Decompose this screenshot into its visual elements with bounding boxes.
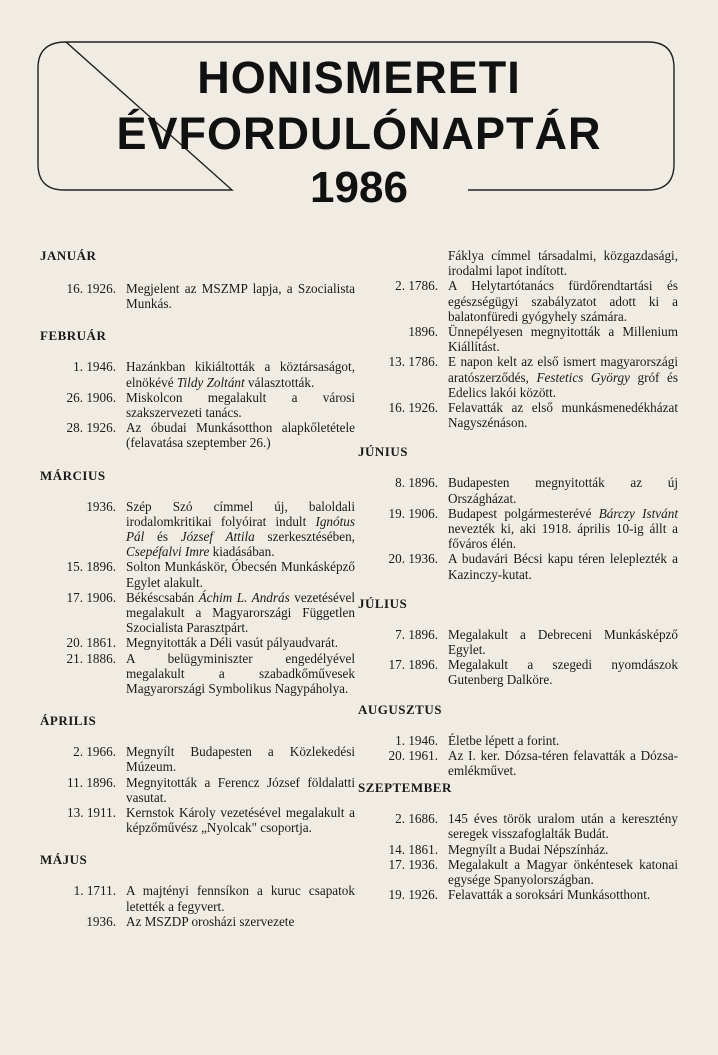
- entry: [358, 748, 678, 778]
- entry-text: A Helytartótanács fürdőrendtartási és egészségügyi szabályzatot adott ki a balatonfüredi gyógyhely számára.: [448, 278, 678, 324]
- entry-text: Budapest polgármesterévé Bárczy Istvánt nevezték ki, aki 1918. április 10-ig állt a főváros élén.: [448, 505, 678, 552]
- entry-text: Ünnepélyesen megnyitották a Millenium Kiállítást.: [448, 324, 678, 355]
- entry: [40, 359, 355, 389]
- entry-date: 13. 1786.: [388, 354, 438, 370]
- month-heading-majus: MÁJUS: [40, 852, 88, 868]
- entry-date: 2. 1966.: [73, 744, 116, 760]
- entry-text: 145 éves török uralom után a keresztény seregek visszafoglalták Budát.: [448, 811, 678, 842]
- entry: [358, 278, 678, 324]
- entry-date: 17. 1896.: [388, 657, 438, 673]
- person-name: Áchim L. András: [198, 589, 290, 605]
- entry-date: 19. 1926.: [388, 887, 438, 903]
- entry-date: 14. 1861.: [388, 841, 438, 857]
- month-heading-augusztus: AUGUSZTUS: [358, 701, 442, 717]
- entry: [40, 559, 355, 589]
- person-name: József Attila: [180, 529, 255, 545]
- entry: [358, 475, 678, 505]
- entry-text: Békéscsabán Áchim L. András vezetésével megalakult a Magyarországi Független Szocialista Parasztpárt.: [126, 589, 355, 636]
- entry-text: Hazánkban kikiáltották a köztársaságot, elnökévé Tildy Zoltánt választották.: [126, 359, 355, 390]
- entry: [358, 842, 678, 857]
- entry-text: Szép Szó címmel új, baloldali irodalomkritikai folyóirat indult Ignótus Pál és József Attila szerkesztésében, Csepéfalvi Imre kiadásában.: [126, 498, 355, 560]
- continued-text: Fáklya címmel társadalmi, közgazdasági, irodalmi lapot indított.: [448, 248, 678, 279]
- entry: [358, 857, 678, 887]
- entry-date: 13. 1911.: [67, 805, 116, 821]
- entry-date: 20. 1861.: [66, 635, 116, 651]
- entry-text: Az MSZDP orosházi szervezete: [126, 913, 295, 929]
- entry-text: Az óbudai Munkásotthon alapkőletétele (felavatása szeptember 26.): [126, 420, 355, 451]
- entry-text: Megnyílt Budapesten a Közlekedési Múzeum.: [126, 744, 355, 775]
- entry-date: 20. 1961.: [388, 747, 438, 763]
- entry: [358, 506, 678, 552]
- person-name: Festetics György: [536, 369, 630, 385]
- entry-date: 17. 1906.: [66, 589, 116, 605]
- entry-text: Megalakult a Magyar önkéntesek katonai egysége Spanyolországban.: [448, 856, 678, 888]
- entry-text: Életbe lépett a forint.: [448, 732, 560, 748]
- entry-date: 26. 1906.: [66, 389, 116, 405]
- entry: [40, 914, 355, 929]
- entry-text: Megjelent az MSZMP lapja, a Szocialista Munkás.: [126, 281, 355, 312]
- entry: [358, 811, 678, 841]
- month-heading-szeptember: SZEPTEMBER: [358, 780, 452, 796]
- entry-date: 28. 1926.: [66, 420, 116, 436]
- month-heading-junius: JÚNIUS: [358, 444, 408, 460]
- entry: [40, 775, 355, 805]
- entry: [358, 657, 678, 687]
- entry: [40, 420, 355, 450]
- person-name: Tildy Zoltánt: [176, 374, 245, 390]
- entry: [40, 281, 355, 311]
- entry: [40, 390, 355, 420]
- entry-date: 1. 1946.: [395, 732, 438, 748]
- entry-text: A belügyminiszter engedélyével megalakult a szabadkőművesek Magyarországi Symbolikus Nagypáholya.: [126, 650, 355, 697]
- entry-text: Felavatták az első munkásmenedékházat Nagyszénáson.: [448, 400, 678, 431]
- entry-date: 17. 1936.: [388, 856, 438, 872]
- month-heading-julius: JÚLIUS: [358, 595, 408, 611]
- entry: [358, 733, 678, 748]
- entry-date: 15. 1896.: [66, 559, 116, 575]
- entry-text: Felavatták a soroksári Munkásotthont.: [448, 887, 651, 903]
- entry-date: 2. 1686.: [395, 811, 438, 827]
- entry-text: Az I. ker. Dózsa-téren felavatták a Dózsa-emlékművet.: [448, 747, 678, 779]
- month-heading-marcius: MÁRCIUS: [40, 467, 106, 483]
- entry-date: 1936.: [86, 498, 116, 514]
- entry: [40, 651, 355, 697]
- entry: [40, 883, 355, 913]
- entry: [40, 590, 355, 636]
- entry-date: 20. 1936.: [388, 551, 438, 567]
- person-name: Ignótus Pál: [126, 513, 355, 545]
- entry-text: Megalakult a Debreceni Munkásképző Egylet.: [448, 626, 678, 658]
- right-column: [358, 248, 678, 903]
- entry-date: 1896.: [408, 324, 438, 340]
- month-heading-februar: FEBRUÁR: [40, 328, 107, 344]
- entry-date: 19. 1906.: [388, 505, 438, 521]
- entry-date: 1. 1946.: [73, 359, 116, 375]
- header-title-line2: ÉVFORDULÓNAPTÁR: [116, 108, 602, 159]
- entry-text: Miskolcon megalakult a városi szakszervezeti tanács.: [126, 389, 355, 421]
- entry: [40, 744, 355, 774]
- entry-text: E napon kelt az első ismert magyarországi aratószerződés, Festetics György gróf és Edelics lakói között.: [448, 354, 678, 400]
- entry-text: Megnyílt a Budai Népszínház.: [448, 841, 609, 857]
- entry: [358, 627, 678, 657]
- entry-text: A budavári Bécsi kapu téren leleplezték a Kazinczy-kutat.: [448, 551, 678, 582]
- entry-date: 16. 1926.: [66, 281, 116, 296]
- person-name: Csepéfalvi Imre: [126, 544, 210, 560]
- entry-date: 7. 1896.: [395, 626, 438, 642]
- entry-date: 8. 1896.: [395, 475, 438, 491]
- header-title-line1: HONISMERETI: [197, 52, 521, 103]
- entry: [358, 400, 678, 430]
- entry: [358, 324, 678, 354]
- entry-date: 21. 1886.: [66, 650, 116, 666]
- entry-text: Kernstok Károly vezetésével megalakult a képzőművész „Nyolcak" csoportja.: [126, 805, 355, 836]
- entry: [358, 887, 678, 902]
- entry-text: Megnyitották a Déli vasút pályaudvarát.: [126, 635, 339, 651]
- entry-date: 11. 1896.: [67, 774, 116, 790]
- person-name: Bárczy Istvánt: [598, 505, 678, 521]
- entry-date: 2. 1786.: [395, 278, 438, 294]
- entry: [40, 805, 355, 835]
- entry: [358, 551, 678, 581]
- entry: [40, 499, 355, 560]
- entry-text: A majtényi fennsíkon a kuruc csapatok letették a fegyvert.: [126, 883, 355, 914]
- month-heading-januar: JANUÁR: [40, 248, 97, 263]
- entry-date: 1. 1711.: [73, 883, 116, 899]
- entry-text: Megalakult a szegedi nyomdászok Gutenberg Dalköre.: [448, 657, 678, 688]
- year-label: 1986: [302, 163, 416, 212]
- month-heading-aprilis: ÁPRILIS: [40, 713, 97, 729]
- left-column: [40, 248, 355, 929]
- entry: [40, 635, 355, 650]
- entry-text: Solton Munkáskör, Óbecsén Munkásképző Egylet alakult.: [126, 559, 355, 590]
- entry-date: 1936.: [86, 913, 116, 929]
- entry-text: Budapesten megnyitották az új Országházat.: [448, 475, 678, 506]
- entry: [358, 354, 678, 400]
- entry-text: Megnyitották a Ferencz József földalatti vasutat.: [126, 774, 355, 805]
- entry-date: 16. 1926.: [388, 400, 438, 416]
- header-year: [0, 163, 718, 213]
